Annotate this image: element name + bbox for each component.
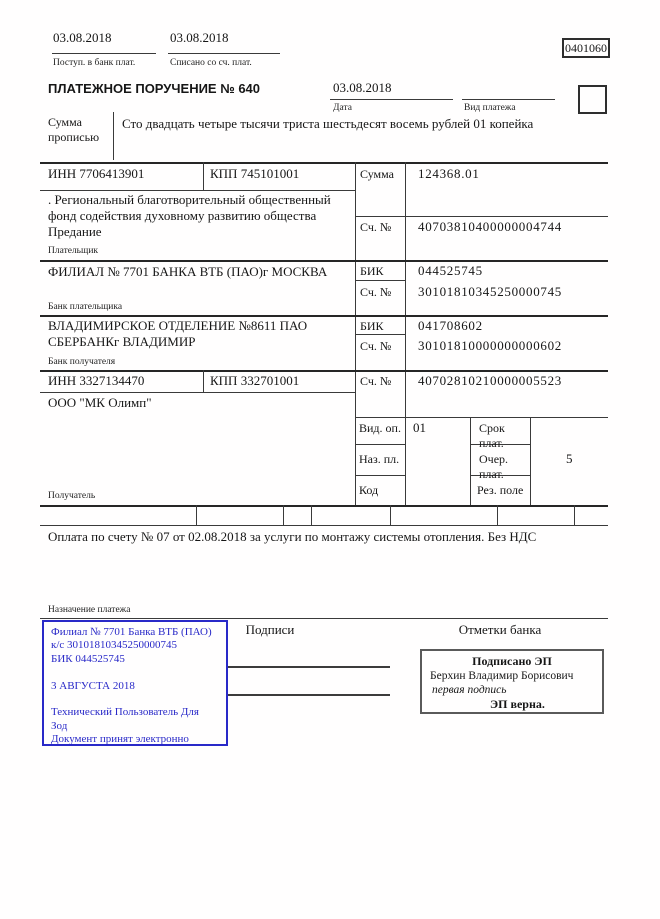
payer-bank-account-label: Сч. № bbox=[360, 285, 392, 299]
payer-bank-name: ФИЛИАЛ № 7701 БАНКА ВТБ (ПАО)г МОСКВА bbox=[48, 264, 328, 279]
value-column-divider bbox=[405, 162, 406, 505]
payee-bank-account-label: Сч. № bbox=[360, 339, 392, 353]
payer-bank-account: 30101810345250000745 bbox=[418, 284, 562, 299]
purpose-section-line bbox=[40, 618, 608, 619]
payer-kpp: КПП 745101001 bbox=[210, 166, 300, 181]
payment-type-checkbox bbox=[578, 85, 607, 114]
stamp-line-accepted: Документ принят электронно bbox=[51, 733, 189, 746]
payer-inn-row-line bbox=[40, 190, 355, 191]
tax-fields-divider-5 bbox=[497, 505, 498, 525]
payee-section-line bbox=[40, 505, 608, 507]
bank-marks-box bbox=[420, 649, 604, 714]
amount-label: Сумма bbox=[360, 167, 394, 181]
payer-bank-bik-label: БИК bbox=[360, 264, 384, 278]
payee-bank-section-line bbox=[40, 370, 608, 372]
payer-bank-section-line bbox=[40, 315, 608, 317]
code-label: Код bbox=[359, 483, 379, 497]
payee-kpp: КПП 332701001 bbox=[210, 373, 300, 388]
form-code-box: 0401060 bbox=[562, 38, 610, 58]
received-date: 03.08.2018 bbox=[53, 30, 112, 45]
payer-inn: ИНН 7706413901 bbox=[48, 166, 145, 181]
reserve-field-label: Рез. поле bbox=[477, 483, 524, 497]
payee-inn-row-line bbox=[40, 392, 355, 393]
payer-bank-bik: 044525745 bbox=[418, 263, 483, 278]
doc-date: 03.08.2018 bbox=[333, 80, 392, 95]
payee-name: ООО "МК Олимп" bbox=[48, 395, 152, 410]
amount-words-label: Сумма прописью bbox=[48, 115, 100, 144]
payer-bank-section-label: Банк плательщика bbox=[48, 302, 123, 312]
debited-date-label: Списано со сч. плат. bbox=[170, 58, 252, 68]
stamp-line-bik: БИК 044525745 bbox=[51, 652, 125, 665]
inn-kpp-divider-payer bbox=[203, 162, 204, 190]
stamp-line-user-1: Технический Пользователь Для bbox=[51, 706, 199, 719]
received-date-underline bbox=[52, 53, 156, 54]
payee-account-label: Сч. № bbox=[360, 374, 392, 388]
tax-fields-divider-6 bbox=[574, 505, 575, 525]
purpose-code-label: Наз. пл. bbox=[359, 452, 400, 466]
priority-label: Очер. плат. bbox=[479, 452, 509, 481]
payee-bank-name: ВЛАДИМИРСКОЕ ОТДЕЛЕНИЕ №8611 ПАО СБЕРБАНКг ВЛАДИМИР bbox=[48, 318, 308, 349]
priority-value: 5 bbox=[566, 451, 573, 466]
bank-stamp bbox=[42, 620, 228, 746]
purpose-section-label: Назначение платежа bbox=[48, 605, 131, 615]
stamp-line-bank: Филиал № 7701 Банка ВТБ (ПАО) bbox=[51, 626, 212, 638]
subtable-row-line-1a bbox=[355, 444, 405, 445]
signature-line-1 bbox=[228, 666, 390, 668]
received-date-label: Поступ. в банк плат. bbox=[53, 58, 136, 68]
signature-line-2 bbox=[228, 694, 390, 696]
op-type-label: Вид. оп. bbox=[359, 421, 401, 435]
payer-section-line bbox=[40, 260, 608, 262]
signed-ep-title: Подписано ЭП bbox=[472, 654, 552, 668]
signer-name: Берхин Владимир Борисович bbox=[430, 670, 574, 682]
signatures-heading: Подписи bbox=[245, 622, 295, 637]
subtable-divider-2 bbox=[530, 417, 531, 505]
payee-account: 40702810210000005523 bbox=[418, 373, 562, 388]
payee-inn: ИНН 3327134470 bbox=[48, 373, 145, 388]
payee-bank-bik-label: БИК bbox=[360, 319, 384, 333]
payment-type-label: Вид платежа bbox=[464, 103, 516, 113]
amount-words-divider bbox=[113, 112, 114, 160]
stamp-line-blank-2 bbox=[51, 693, 219, 706]
subtable-row-line-2a bbox=[355, 475, 405, 476]
subtable-top-line bbox=[355, 417, 608, 418]
bank-marks-heading: Отметки банка bbox=[458, 622, 542, 637]
tax-fields-divider-1 bbox=[196, 505, 197, 525]
ep-valid: ЭП верна. bbox=[490, 697, 545, 711]
table-top-line bbox=[40, 162, 608, 164]
amount-words-value: Сто двадцать четыре тысячи триста шестьдесят восемь рублей 01 копейка bbox=[122, 116, 534, 131]
tax-fields-divider-4 bbox=[390, 505, 391, 525]
payment-type-underline bbox=[462, 99, 555, 100]
stamp-line-user-2: Зод bbox=[51, 719, 68, 732]
date-label: Дата bbox=[333, 103, 352, 113]
tax-fields-divider-3 bbox=[311, 505, 312, 525]
doc-date-underline bbox=[330, 99, 453, 100]
amount-row-line bbox=[355, 216, 608, 217]
payee-bank-bik: 041708602 bbox=[418, 318, 483, 333]
subtable-divider-1 bbox=[470, 417, 471, 505]
tax-fields-bottom-line bbox=[40, 525, 608, 526]
payer-account: 40703810400000004744 bbox=[418, 219, 562, 234]
amount-value: 124368.01 bbox=[418, 166, 480, 181]
payer-bank-bik-line bbox=[355, 280, 405, 281]
payee-bank-bik-line bbox=[355, 334, 405, 335]
payer-section-label: Плательщик bbox=[48, 246, 99, 256]
stamp-line-blank-1 bbox=[51, 666, 219, 679]
stamp-line-corr-account: к/с 30101810345250000745 bbox=[51, 639, 178, 652]
signature-kind: первая подпись bbox=[432, 684, 507, 696]
tax-fields-divider-2 bbox=[283, 505, 284, 525]
payee-bank-account: 30101810000000000602 bbox=[418, 338, 562, 353]
due-date-label: Срок плат. bbox=[479, 421, 505, 450]
op-type-value: 01 bbox=[413, 420, 426, 435]
inn-kpp-divider-payee bbox=[203, 370, 204, 392]
debited-date: 03.08.2018 bbox=[170, 30, 229, 45]
stamp-line-date: 3 АВГУСТА 2018 bbox=[51, 679, 135, 692]
payee-section-label: Получатель bbox=[48, 491, 96, 501]
payer-account-label: Сч. № bbox=[360, 220, 392, 234]
payer-name: . Региональный благотворительный общественный фонд содействия духовному развитию общества Предание bbox=[48, 192, 331, 239]
payment-purpose: Оплата по счету № 07 от 02.08.2018 за услуги по монтажу системы отопления. Без НДС bbox=[48, 529, 537, 544]
debited-date-underline bbox=[168, 53, 280, 54]
payee-bank-section-label: Банк получателя bbox=[48, 357, 116, 367]
doc-title: ПЛАТЕЖНОЕ ПОРУЧЕНИЕ № 640 bbox=[48, 81, 261, 96]
